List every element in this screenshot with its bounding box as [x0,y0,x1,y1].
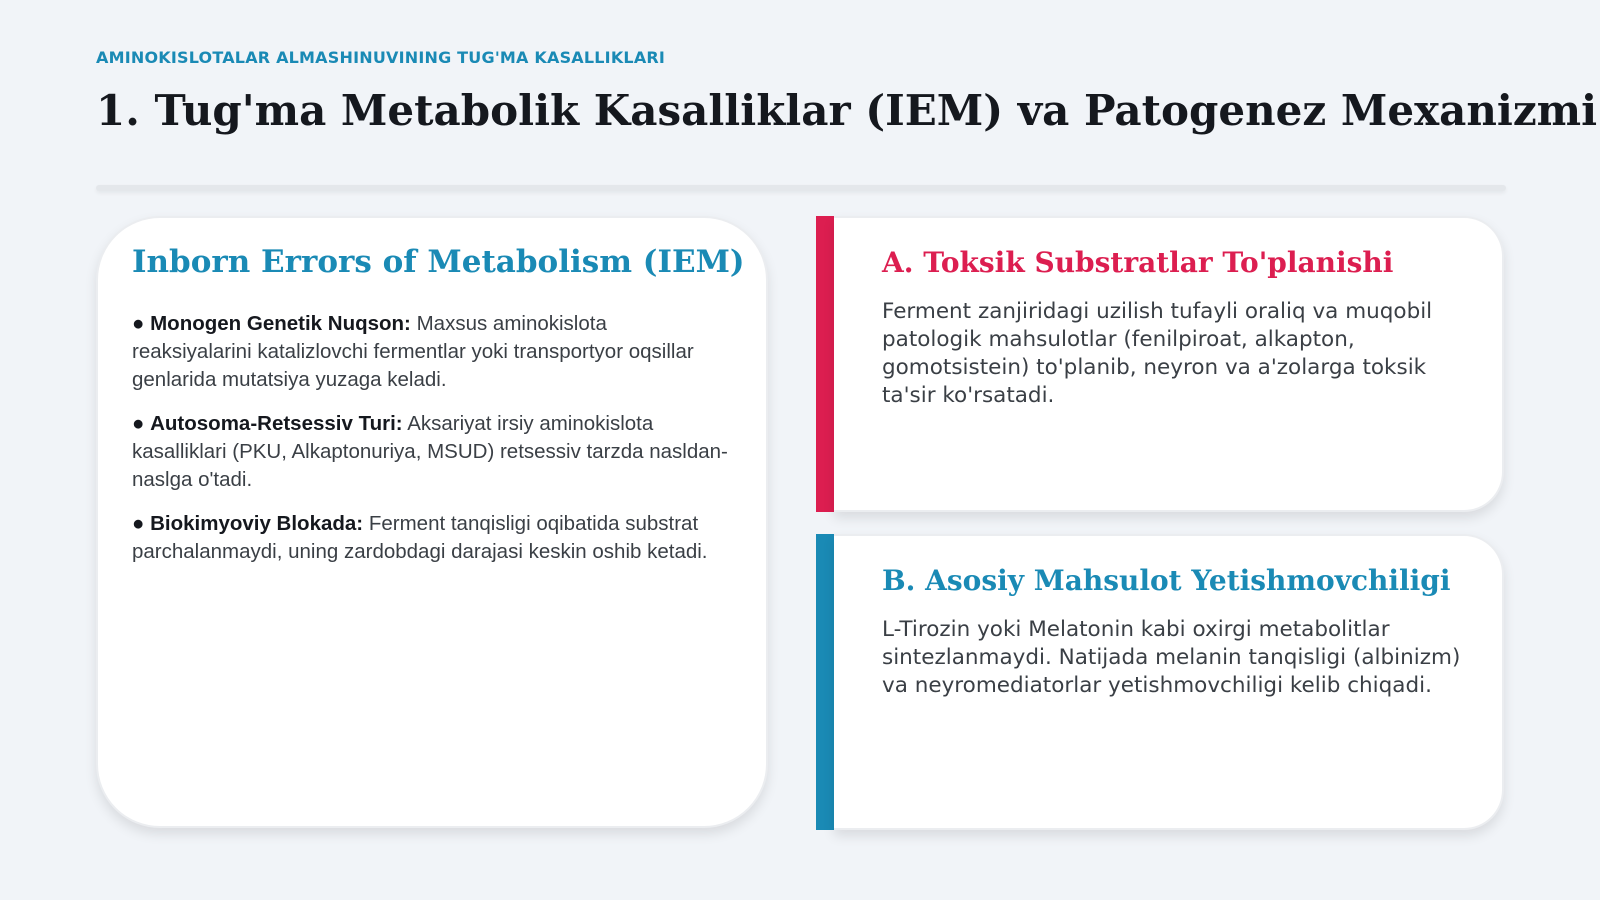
bullet-dot-icon: ● [132,312,145,335]
page-title: 1. Tug'ma Metabolik Kasalliklar (IEM) va Patogenez Mexanizmi [96,86,1598,135]
card-panel [834,216,1504,512]
iem-bullet-list [132,310,732,582]
bullet-term: Monogen Genetik Nuqson: [150,312,411,335]
title-divider [96,185,1506,191]
list-item [132,310,732,394]
toxic-substrates-card [816,216,1504,512]
bullet-dot-icon: ● [132,512,145,535]
card-body: Ferment zanjiridagi uzilish tufayli oraliq va muqobil patologik mahsulotlar (fenilpiroat, alkapton, gomotsistein) to'planib, neyron va a'zolarga toksik ta'sir ko'rsatadi. [882,299,1433,408]
iem-card-title: Inborn Errors of Metabolism (IEM) [132,244,745,280]
card-accent-bar [816,216,834,512]
bullet-text: Ferment tanqisligi oqibatida substrat parchalanmaydi, uning zardobdagi darajasi keskin oshib ketadi. [132,512,708,563]
bullet-term: Autosoma-Retsessiv Turi: [150,412,403,435]
card-title: A. Toksik Substratlar To'planishi [882,246,1394,279]
list-item [132,410,732,494]
card-body: L-Tirozin yoki Melatonin kabi oxirgi metabolitlar sintezlanmaydi. Natijada melanin tanqisligi (albinizm) va neyromediatorlar yetishmovchiligi kelib chiqadi. [882,617,1461,698]
card-panel [834,534,1504,830]
product-deficiency-card [816,534,1504,830]
iem-overview-card [96,216,768,828]
list-item [132,510,732,566]
card-accent-bar [816,534,834,830]
bullet-term: Biokimyoviy Blokada: [150,512,364,535]
bullet-text: Maxsus aminokislota reaksiyalarini katalizlovchi fermentlar yoki transportyor oqsillar genlarida mutatsiya yuzaga keladi. [132,312,694,391]
bullet-text: Aksariyat irsiy aminokislota kasalliklari (PKU, Alkaptonuriya, MSUD) retsessiv tarzda nasldan-naslga o'tadi. [132,412,728,491]
bullet-dot-icon: ● [132,412,145,435]
section-kicker: AMINOKISLOTALAR ALMASHINUVINING TUG'MA KASALLIKLARI [96,48,666,67]
card-title: B. Asosiy Mahsulot Yetishmovchiligi [882,564,1451,597]
